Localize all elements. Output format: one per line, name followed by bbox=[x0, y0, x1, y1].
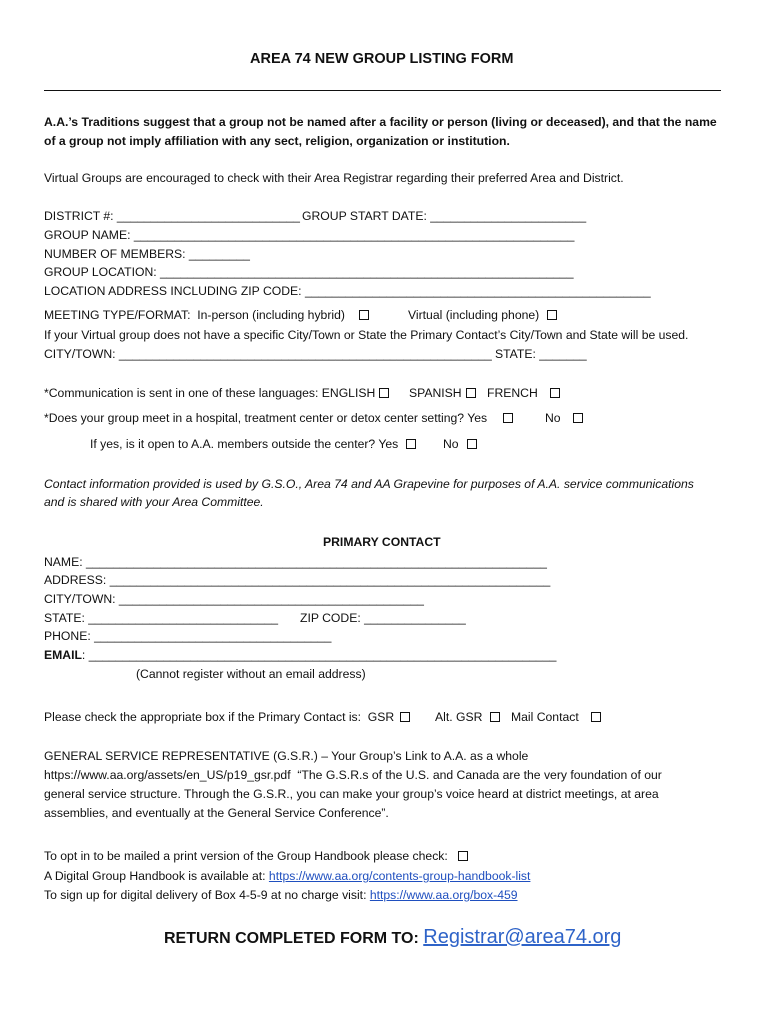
contact-city-field[interactable]: CITY/TOWN: _____________________________________________ bbox=[44, 592, 424, 606]
digital-handbook-link[interactable]: https://www.aa.org/contents-group-handbook-list bbox=[268, 869, 531, 883]
english-checkbox[interactable] bbox=[379, 388, 389, 398]
alt-gsr-label: Alt. GSR bbox=[435, 710, 483, 724]
french-option bbox=[487, 386, 560, 401]
mail-contact-option bbox=[511, 710, 601, 725]
handbook-opt-in-checkbox[interactable] bbox=[458, 851, 468, 861]
gsr-description-line-4: assemblies, and eventually at the General Service Conference”. bbox=[44, 806, 389, 820]
contact-role-row bbox=[44, 710, 410, 725]
contact-info-note-line-1: Contact information provided is used by G.S.O., Area 74 and AA Grapevine for purposes of A.A. service communications bbox=[44, 477, 694, 491]
handbook-opt-in-row bbox=[44, 849, 468, 864]
meeting-format-in-person-label: MEETING TYPE/FORMAT: In-person (including hybrid) bbox=[44, 308, 345, 322]
contact-role-gsr-label: Please check the appropriate box if the Primary Contact is: GSR bbox=[44, 710, 395, 724]
virtual-groups-note: Virtual Groups are encouraged to check with their Area Registrar regarding their preferred Area and District. bbox=[44, 171, 624, 185]
number-of-members-field[interactable]: NUMBER OF MEMBERS: _________ bbox=[44, 247, 250, 261]
hospital-open-row bbox=[90, 437, 416, 452]
open-no-label: No bbox=[443, 437, 459, 451]
contact-state-field[interactable]: STATE: ____________________________ bbox=[44, 611, 279, 625]
alt-gsr-checkbox[interactable] bbox=[490, 712, 500, 722]
spanish-checkbox[interactable] bbox=[466, 388, 476, 398]
group-name-field[interactable]: GROUP NAME: _________________________________________________________________ bbox=[44, 228, 575, 242]
open-no-option bbox=[443, 437, 477, 452]
hospital-open-question: If yes, is it open to A.A. members outside the center? Yes bbox=[90, 437, 399, 451]
contact-phone-field[interactable]: PHONE: ___________________________________ bbox=[44, 629, 332, 643]
box459-row bbox=[44, 888, 518, 903]
mail-contact-label: Mail Contact bbox=[511, 710, 579, 724]
traditions-line-2: of a group not imply affiliation with any sect, religion, organization or institution. bbox=[44, 134, 510, 148]
page-title: AREA 74 NEW GROUP LISTING FORM bbox=[250, 51, 514, 67]
box459-link[interactable]: https://www.aa.org/box-459 bbox=[369, 888, 518, 902]
french-checkbox[interactable] bbox=[550, 388, 560, 398]
meeting-state-field[interactable]: STATE: _______ bbox=[495, 347, 587, 361]
handbook-opt-in-label: To opt in to be mailed a print version of the Group Handbook please check: bbox=[44, 849, 448, 863]
group-start-date-field[interactable]: GROUP START DATE: _______________________ bbox=[302, 209, 587, 223]
title-divider bbox=[44, 90, 721, 91]
alt-gsr-option bbox=[435, 710, 500, 725]
in-person-checkbox[interactable] bbox=[359, 310, 369, 320]
digital-handbook-label: A Digital Group Handbook is available at: bbox=[44, 869, 269, 883]
hospital-no-checkbox[interactable] bbox=[573, 413, 583, 423]
language-row bbox=[44, 386, 389, 401]
gsr-description-line-1: GENERAL SERVICE REPRESENTATIVE (G.S.R.) – Your Group’s Link to A.A. as a whole bbox=[44, 749, 529, 763]
spanish-label: SPANISH bbox=[409, 386, 462, 400]
location-address-field[interactable]: LOCATION ADDRESS INCLUDING ZIP CODE: ___________________________________________________ bbox=[44, 284, 651, 298]
email-label: EMAIL bbox=[44, 648, 82, 662]
virtual-city-note: If your Virtual group does not have a specific City/Town or State the Primary Contact’s City/Town and State will be used. bbox=[44, 328, 689, 342]
gsr-description-line-2: https://www.aa.org/assets/en_US/p19_gsr.pdf “The G.S.R.s of the U.S. and Canada are the very foundation of our bbox=[44, 768, 662, 782]
gsr-description-line-3: general service structure. Through the G.S.R., you can make your group’s voice heard at district meetings, at area bbox=[44, 787, 659, 801]
email-required-note: (Cannot register without an email address) bbox=[136, 667, 366, 681]
hospital-no-option bbox=[545, 411, 583, 426]
digital-handbook-row bbox=[44, 869, 530, 884]
traditions-line-1: A.A.’s Traditions suggest that a group not be named after a facility or person (living or deceased), and that the name bbox=[44, 115, 717, 129]
contact-info-note-line-2: and is shared with your Area Committee. bbox=[44, 495, 264, 509]
virtual-checkbox[interactable] bbox=[547, 310, 557, 320]
primary-contact-heading: PRIMARY CONTACT bbox=[323, 535, 441, 549]
virtual-option-label: Virtual (including phone) bbox=[408, 308, 540, 322]
contact-email-field[interactable] bbox=[44, 648, 556, 663]
registrar-email-link[interactable]: Registrar@area74.org bbox=[423, 926, 622, 948]
hospital-yes-checkbox[interactable] bbox=[503, 413, 513, 423]
district-field[interactable]: DISTRICT #: ___________________________ bbox=[44, 209, 300, 223]
hospital-question: *Does your group meet in a hospital, treatment center or detox center setting? Yes bbox=[44, 411, 488, 425]
mail-contact-checkbox[interactable] bbox=[591, 712, 601, 722]
french-label: FRENCH bbox=[487, 386, 538, 400]
return-instructions bbox=[164, 926, 621, 949]
return-label: RETURN COMPLETED FORM TO: bbox=[164, 930, 424, 947]
contact-zip-field[interactable]: ZIP CODE: _______________ bbox=[300, 611, 466, 625]
open-yes-checkbox[interactable] bbox=[406, 439, 416, 449]
gsr-checkbox[interactable] bbox=[400, 712, 410, 722]
email-line: : _____________________________________________________________________ bbox=[81, 648, 557, 662]
language-english-label: *Communication is sent in one of these languages: ENGLISH bbox=[44, 386, 376, 400]
virtual-option bbox=[408, 308, 557, 323]
hospital-question-row bbox=[44, 411, 513, 426]
group-location-field[interactable]: GROUP LOCATION: _____________________________________________________________ bbox=[44, 265, 574, 279]
meeting-format-row bbox=[44, 308, 369, 323]
box459-label: To sign up for digital delivery of Box 4-5-9 at no charge visit: bbox=[44, 888, 370, 902]
open-no-checkbox[interactable] bbox=[467, 439, 477, 449]
spanish-option bbox=[409, 386, 476, 401]
contact-name-field[interactable]: NAME: ____________________________________________________________________ bbox=[44, 555, 547, 569]
contact-address-field[interactable]: ADDRESS: _________________________________________________________________ bbox=[44, 573, 551, 587]
meeting-city-field[interactable]: CITY/TOWN: _______________________________________________________ bbox=[44, 347, 492, 361]
hospital-no-label: No bbox=[545, 411, 561, 425]
